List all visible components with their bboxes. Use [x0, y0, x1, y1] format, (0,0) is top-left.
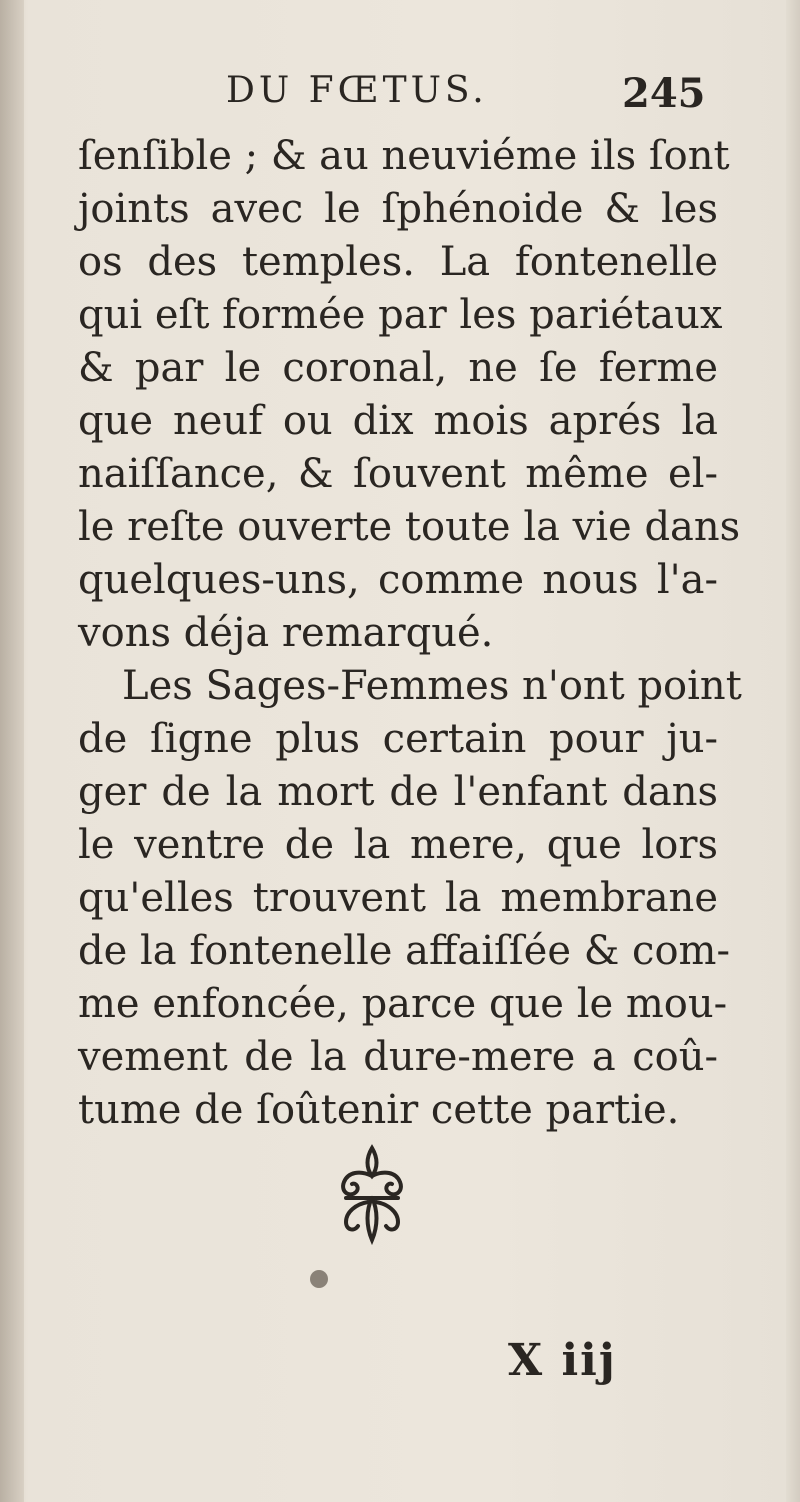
page-edge	[786, 0, 800, 1502]
text-line: tume de ſoûtenir cette partie.	[78, 1087, 680, 1133]
text-line: joints avec le ſphénoide & les	[78, 186, 718, 232]
text-line: me enfoncée, parce que le mou-	[78, 981, 728, 1027]
text-line: de la fontenelle affaiſſée & com-	[78, 928, 730, 974]
text-line: vement de la dure-mere a coû-	[78, 1034, 718, 1080]
text-line: de ſigne plus certain pour ju-	[78, 716, 718, 762]
text-line: quelques-uns, comme nous l'a-	[78, 557, 718, 603]
text-line: le ventre de la mere, que lors	[78, 822, 718, 868]
ink-spot	[310, 1270, 328, 1288]
fleuron-icon	[322, 1140, 422, 1250]
running-title: DU FŒTUS.	[226, 70, 488, 111]
text-line: & par le coronal, ne ſe ferme	[78, 345, 718, 391]
text-line: os des temples. La fontenelle	[78, 239, 718, 285]
text-line: qui eſt formée par les pariétaux	[78, 292, 723, 338]
text-line: ſenſible ; & au neuviéme ils ſont	[78, 133, 730, 179]
signature-mark: X iij	[508, 1335, 617, 1386]
text-line: le reſte ouverte toute la vie dans	[78, 504, 741, 550]
page-gutter	[0, 0, 24, 1502]
text-line: vons déja remarqué.	[78, 610, 494, 656]
body-text	[78, 130, 742, 1137]
text-line: que neuf ou dix mois aprés la	[78, 398, 718, 444]
text-line: qu'elles trouvent la membrane	[78, 875, 718, 921]
page-number: 245	[622, 70, 706, 117]
paragraph-start-line: Les Sages-Femmes n'ont point	[122, 663, 742, 709]
text-line: naiſſance, & ſouvent même el-	[78, 451, 718, 497]
text-line: ger de la mort de l'enfant dans	[78, 769, 718, 815]
